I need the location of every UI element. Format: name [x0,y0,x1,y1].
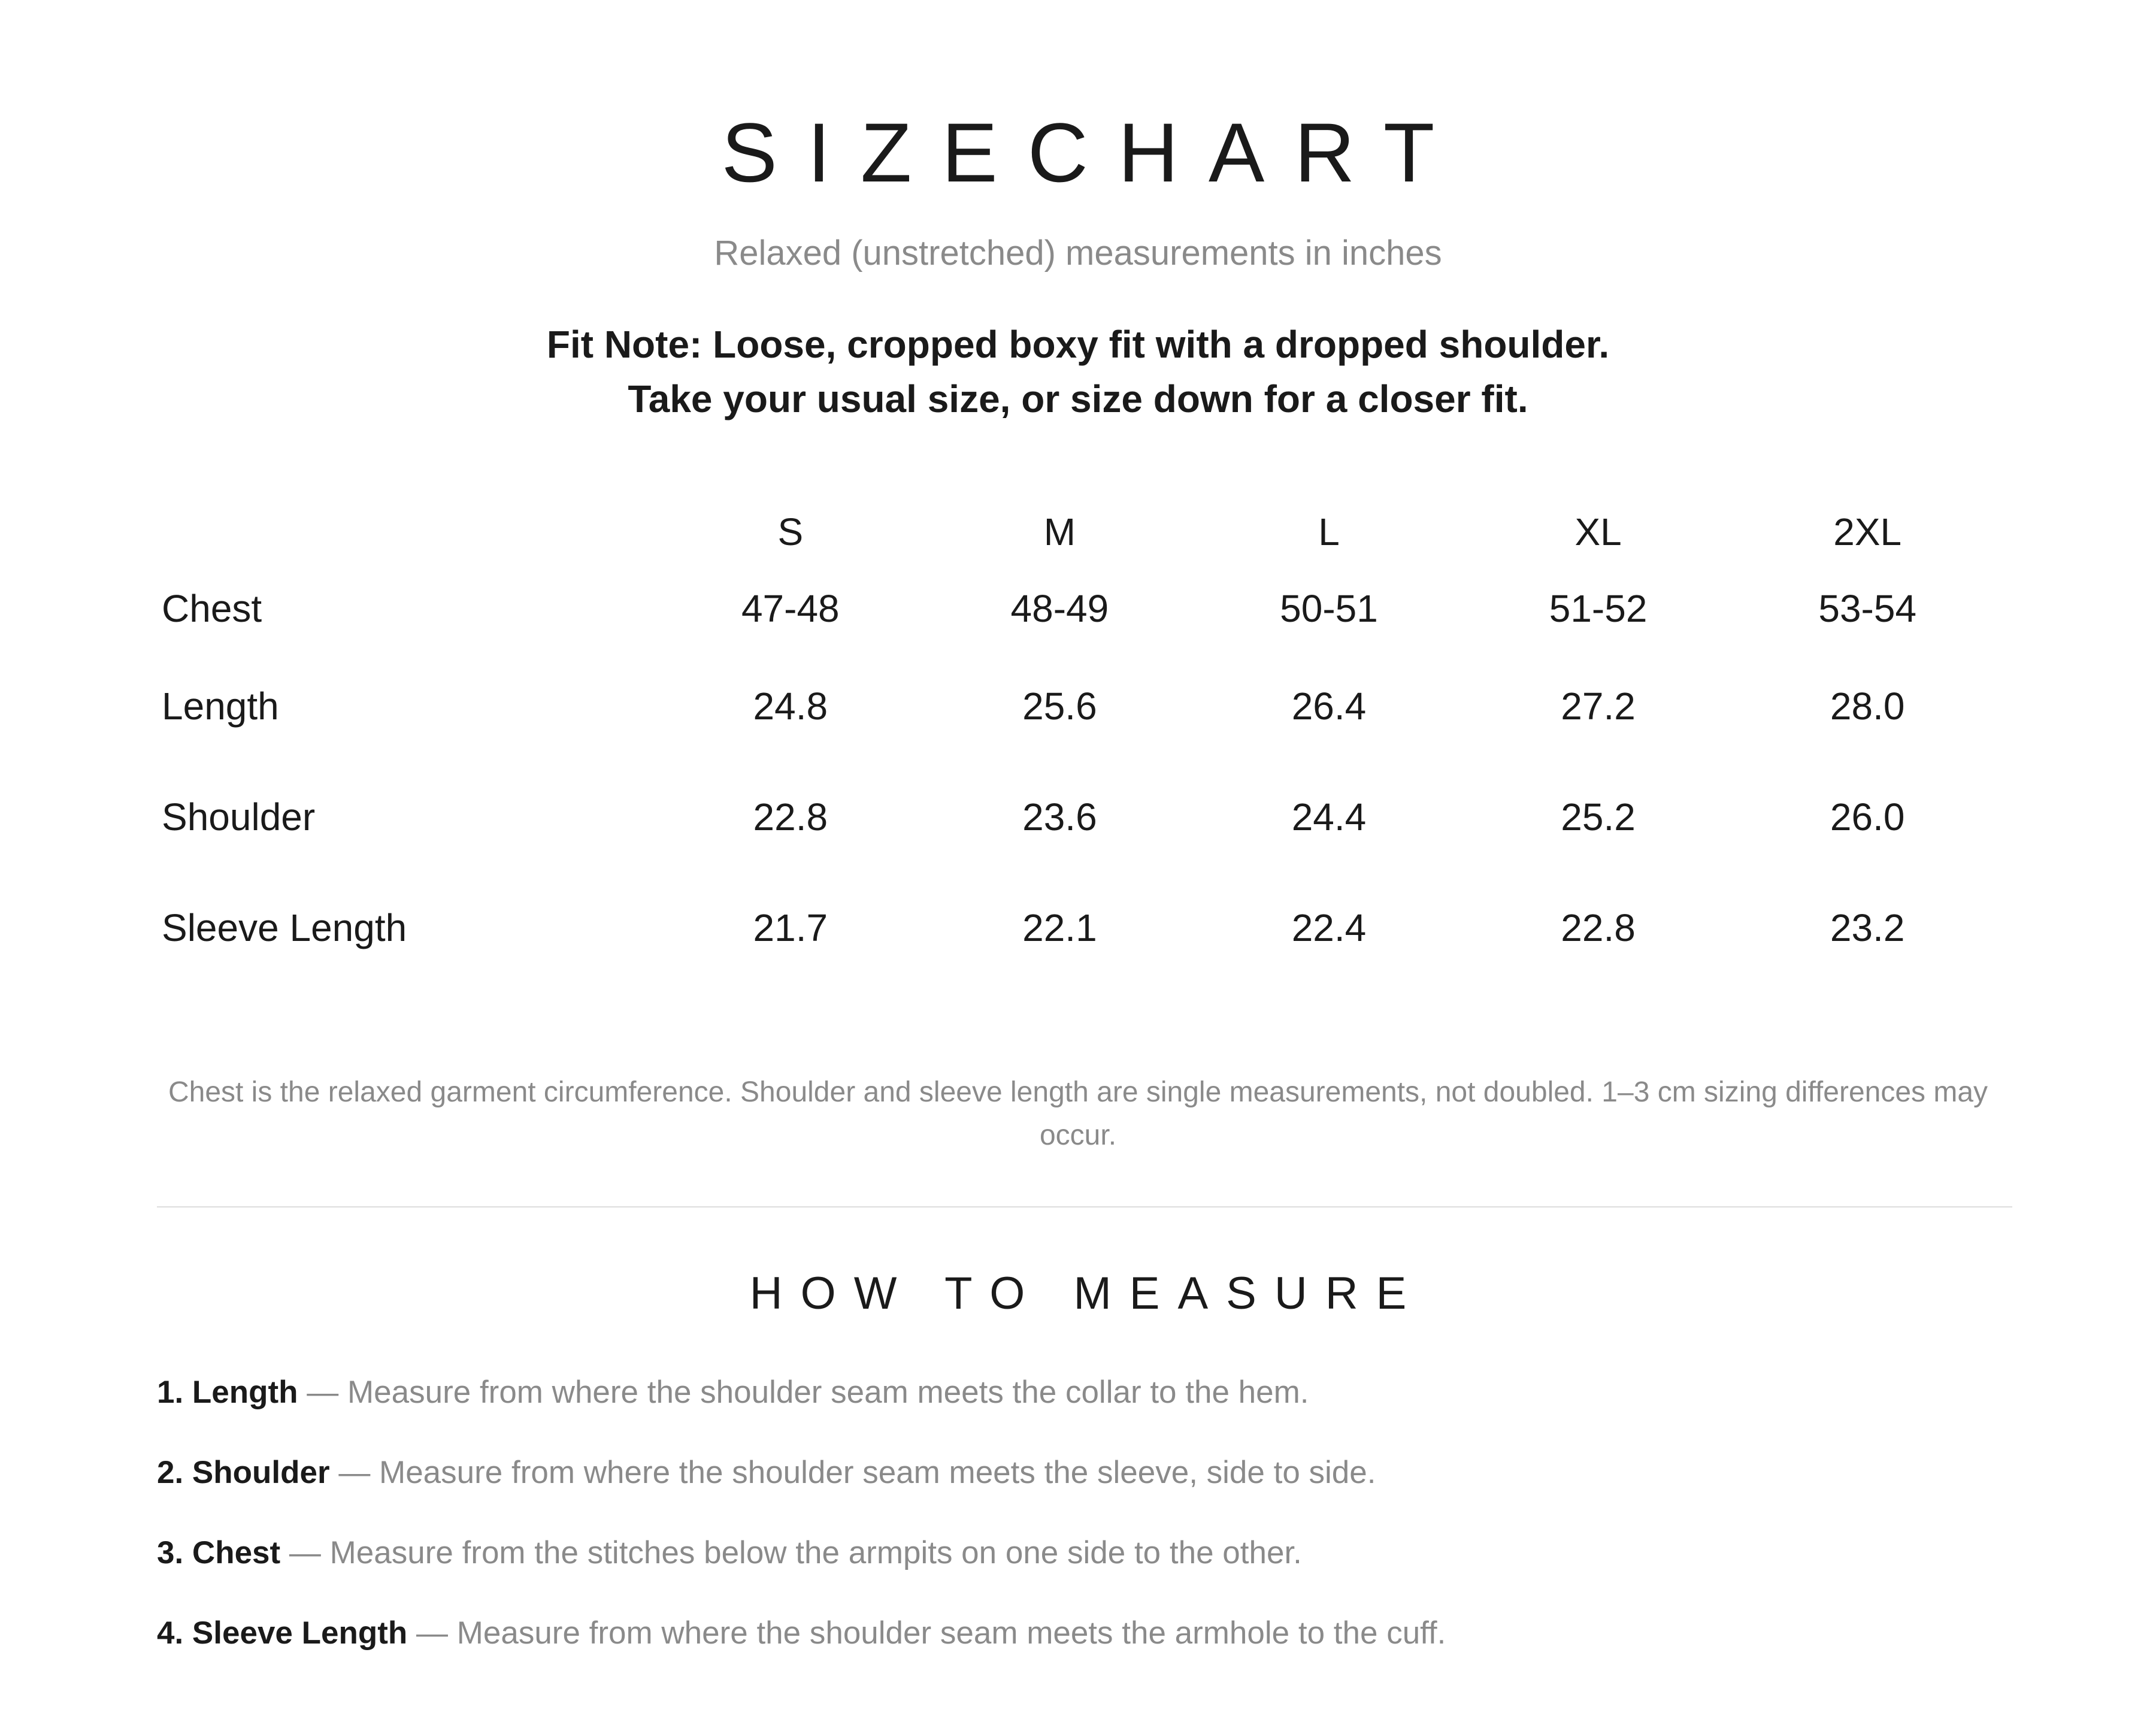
table-cell: 24.8 [753,684,828,728]
step-description: — Measure from where the shoulder seam meets the sleeve, side to side. [329,1455,1376,1490]
table-header-row [158,497,2002,567]
table-cell: 24.4 [1291,795,1367,839]
measurement-footnote: Chest is the relaxed garment circumference. Shoulder and sleeve length are single measurements, not doubled. 1–3 cm sizing differences may occur. [168,1076,1988,1151]
table-cell: 22.8 [1561,906,1636,949]
table-cell: 28.0 [1830,684,1905,728]
fit-note-line: Take your usual size, or size down for a closer fit. [628,377,1528,420]
list-item [157,1612,2013,1693]
table-cell: 21.7 [753,906,828,949]
table-row-length [158,650,2002,761]
list-item [157,1532,2013,1612]
table-cell: 22.4 [1291,906,1367,949]
list-item [157,1452,2013,1532]
row-label: Chest [162,587,262,630]
step-description: — Measure from where the shoulder seam meets the armhole to the cuff. [407,1615,1446,1651]
table-row-sleeve-length [158,872,2002,983]
size-header-l: L [1318,510,1340,553]
table-cell: 53-54 [1818,587,1917,630]
list-item [157,1372,2013,1452]
size-table [158,497,2002,983]
table-cell: 51-52 [1549,587,1648,630]
step-name: 1. Length [157,1375,298,1410]
row-label: Length [162,684,279,728]
size-header-2xl: 2XL [1833,510,1902,553]
table-cell: 25.6 [1022,684,1097,728]
table-row-chest [158,567,2002,650]
step-name: 3. Chest [157,1535,281,1570]
page-title: SIZECHART [721,105,1465,199]
step-name: 4. Sleeve Length [157,1615,408,1651]
table-row-shoulder [158,761,2002,872]
table-cell: 26.0 [1830,795,1905,839]
table-cell: 48-49 [1010,587,1109,630]
table-cell: 27.2 [1561,684,1636,728]
page-subtitle: Relaxed (unstretched) measurements in inches [714,234,1442,273]
table-cell: 23.6 [1022,795,1097,839]
size-header-xl: XL [1574,510,1622,553]
step-name: 2. Shoulder [157,1455,330,1490]
table-cell: 25.2 [1561,795,1636,839]
size-header-s: S [777,510,804,553]
fit-note [0,317,2156,426]
table-cell: 23.2 [1830,906,1905,949]
table-cell: 47-48 [741,587,840,630]
row-label: Shoulder [162,795,316,839]
row-label: Sleeve Length [162,906,407,949]
size-header-m: M [1043,510,1076,553]
table-corner-cell [158,497,656,567]
table-cell: 50-51 [1280,587,1378,630]
step-description: — Measure from where the shoulder seam meets the collar to the hem. [298,1375,1309,1410]
measure-steps-list [157,1372,2013,1693]
fit-note-line: Fit Note: Loose, cropped boxy fit with a dropped shoulder. [546,323,1610,366]
table-cell: 26.4 [1291,684,1367,728]
table-cell: 22.1 [1022,906,1097,949]
how-to-measure-title: HOW TO MEASURE [749,1268,1425,1319]
table-cell: 22.8 [753,795,828,839]
section-divider [157,1206,2012,1207]
step-description: — Measure from the stitches below the armpits on one side to the other. [280,1535,1302,1570]
